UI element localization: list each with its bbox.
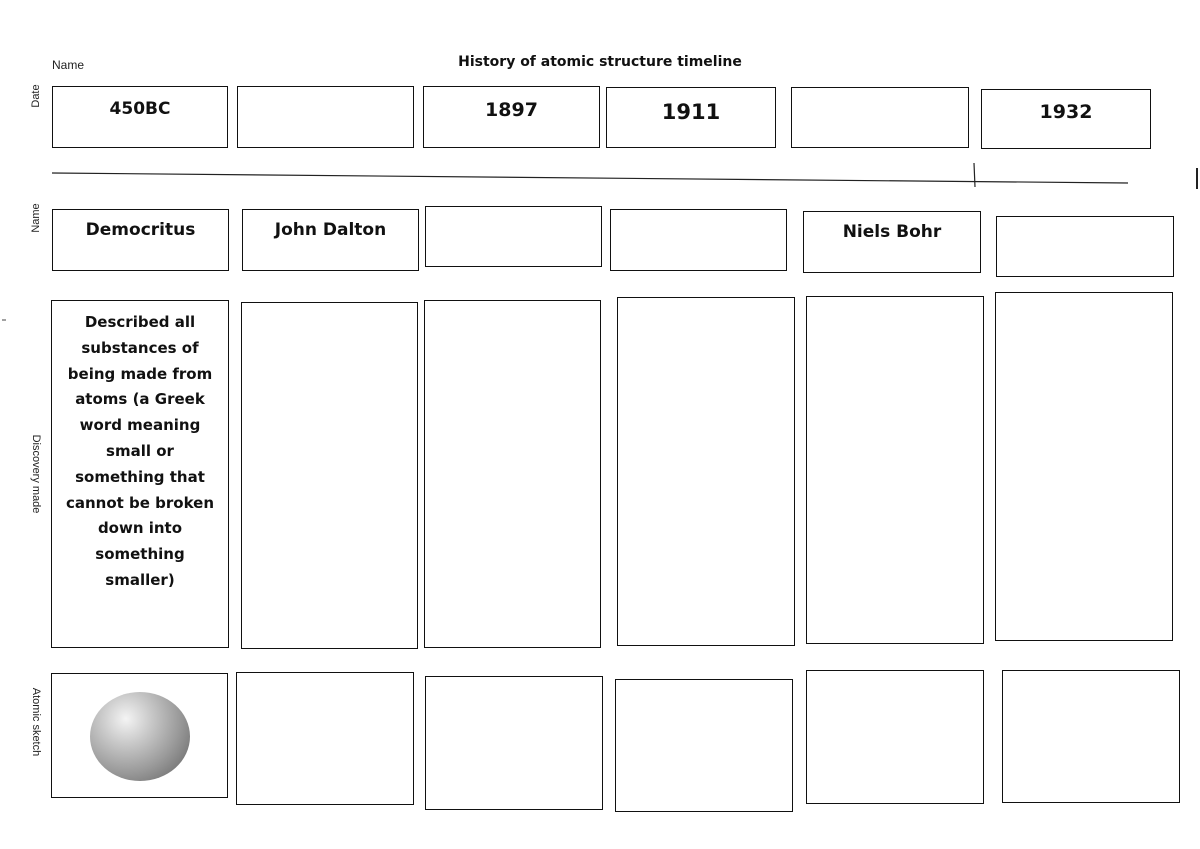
discovery-cell[interactable]: [51, 300, 229, 648]
discovery-cell[interactable]: [995, 292, 1173, 641]
date-value: 1932: [1039, 101, 1093, 123]
sketch-cell[interactable]: [1002, 670, 1180, 803]
date-value: 1911: [661, 100, 721, 124]
sketch-cell[interactable]: [236, 672, 414, 805]
discovery-cell[interactable]: [241, 302, 418, 649]
sketch-cell[interactable]: [615, 679, 793, 812]
sketch-cell[interactable]: [806, 670, 984, 804]
discovery-text: Described all substances of being made from atoms (a Greek word meaning small or something that cannot be broken down into something smaller): [65, 313, 215, 589]
row-label-sketch: Atomic sketch: [30, 687, 42, 757]
name-cell[interactable]: [610, 209, 787, 271]
name-field-label: Name: [52, 58, 85, 72]
name-cell[interactable]: [242, 209, 419, 271]
name-cell[interactable]: [425, 206, 602, 267]
row-label-date: Date: [30, 84, 42, 108]
name-cell[interactable]: [996, 216, 1174, 277]
date-value: 1897: [485, 99, 538, 121]
name-cell[interactable]: [803, 211, 981, 273]
scientist-name: John Dalton: [274, 220, 387, 240]
sketch-cell[interactable]: [425, 676, 603, 810]
discovery-cell[interactable]: [424, 300, 601, 648]
scientist-name: Niels Bohr: [842, 222, 942, 242]
row-label-discovery: Discovery made: [30, 434, 42, 514]
sphere-icon: [90, 692, 190, 781]
row-label-name: Name: [30, 203, 42, 233]
scientist-name: Democritus: [85, 220, 196, 240]
discovery-cell[interactable]: [806, 296, 984, 644]
sketch-cell[interactable]: [51, 673, 228, 798]
page-title: History of atomic structure timeline: [458, 54, 742, 70]
name-cell[interactable]: [52, 209, 229, 271]
date-value: 450BC: [109, 99, 171, 119]
discovery-cell[interactable]: [617, 297, 795, 646]
